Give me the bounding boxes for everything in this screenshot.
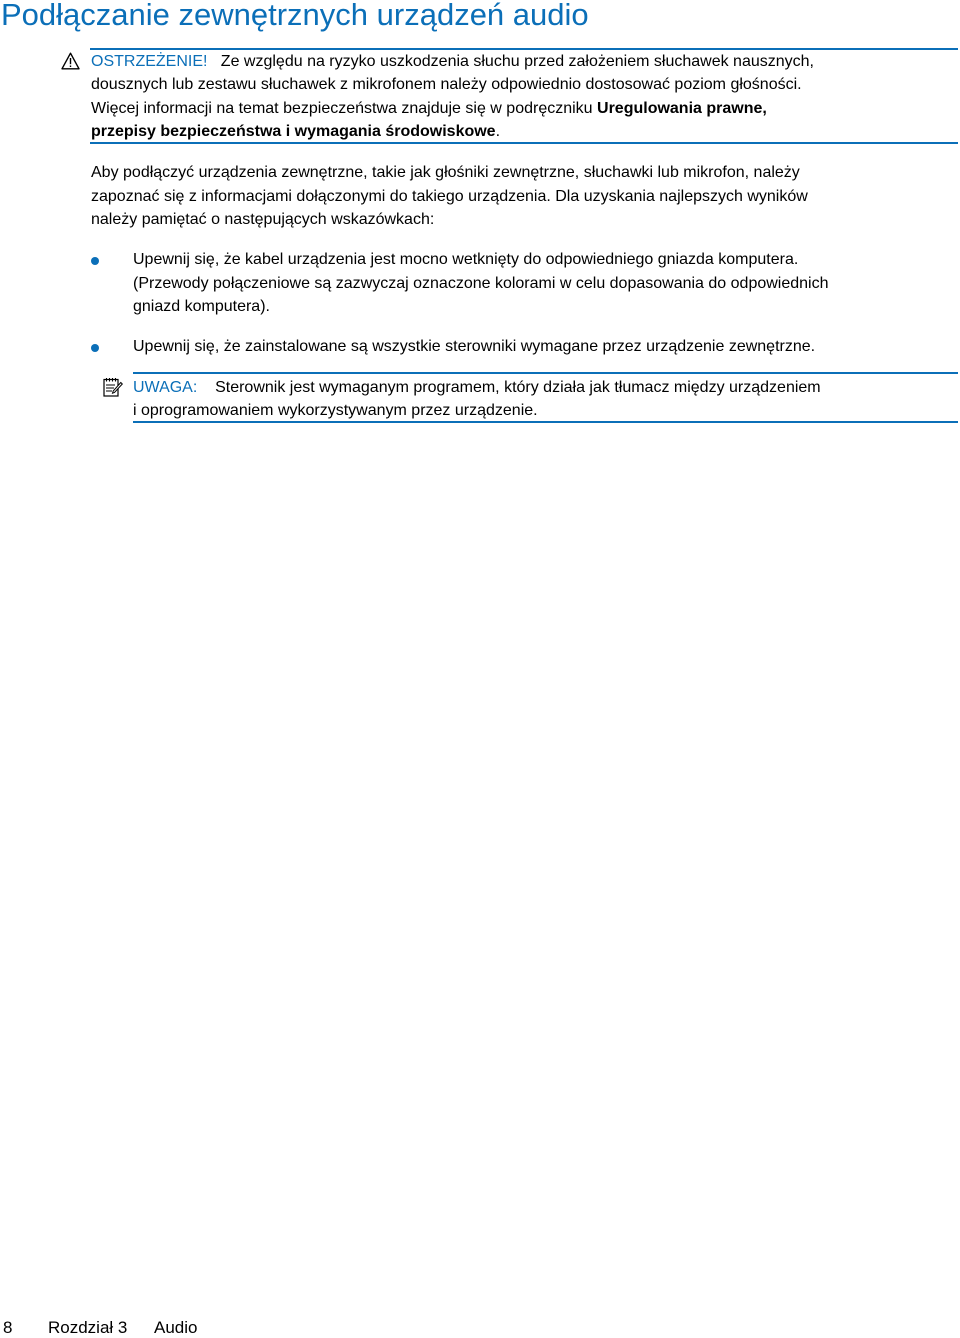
bullet-dot — [91, 344, 99, 352]
section-label: Audio — [154, 1318, 198, 1337]
warning-line-2: dousznych lub zestawu słuchawek z mikrofonem należy odpowiednio dostosować poziom głośności. — [91, 76, 802, 93]
intro-line: zapoznać się z informacjami dołączonymi do takiego urządzenia. Dla uzyskania najlepszych wyników — [91, 188, 808, 205]
list-item-line: gniazd komputera). — [133, 298, 270, 315]
note-pad-icon — [103, 377, 123, 397]
regulatory-doc-title-part-2: przepisy bezpieczeństwa i wymagania środowiskowe — [91, 123, 496, 140]
warning-line-1 — [91, 50, 814, 74]
note-top-rule — [133, 372, 958, 374]
bullet-dot — [91, 257, 99, 265]
list-item-line: Upewnij się, że kabel urządzenia jest mocno wetknięty do odpowiedniego gniazda komputera. — [133, 251, 799, 268]
note-line-2: i oprogramowaniem wykorzystywanym przez urządzenie. — [133, 402, 538, 419]
warning-triangle-icon — [61, 52, 80, 70]
warning-text-4-end: . — [495, 123, 501, 140]
warning-text-3: Więcej informacji na temat bezpieczeństwa znajduje się w podręczniku — [91, 100, 598, 117]
page-number: 8 — [3, 1318, 13, 1337]
list-item-line: Upewnij się, że zainstalowane są wszystkie sterowniki wymagane przez urządzenie zewnętrzne. — [133, 338, 816, 355]
list-item-line: (Przewody połączeniowe są zazwyczaj oznaczone kolorami w celu dopasowania do odpowiednich — [133, 275, 829, 292]
warning-line-4 — [91, 120, 500, 144]
warning-line-3 — [91, 97, 767, 121]
warning-bottom-rule — [90, 142, 958, 144]
note-bottom-rule — [133, 421, 958, 423]
chapter-label: Rozdział 3 — [48, 1318, 128, 1337]
regulatory-doc-title-part-1: Uregulowania prawne, — [597, 100, 767, 117]
intro-line: należy pamiętać o następujących wskazówkach: — [91, 211, 435, 228]
note-text-1: Sterownik jest wymaganym programem, który działa jak tłumacz między urządzeniem — [215, 379, 821, 396]
warning-text-1: Ze względu na ryzyko uszkodzenia słuchu przed założeniem słuchawek nausznych, — [220, 53, 814, 70]
warning-label: OSTRZEŻENIE! — [91, 53, 208, 70]
note-label: UWAGA: — [133, 379, 198, 396]
page-title: Podłączanie zewnętrznych urządzeń audio — [1, 0, 589, 32]
intro-line: Aby podłączyć urządzenia zewnętrzne, takie jak głośniki zewnętrzne, słuchawki lub mikrofon, należy — [91, 164, 800, 181]
note-line-1 — [133, 376, 821, 400]
